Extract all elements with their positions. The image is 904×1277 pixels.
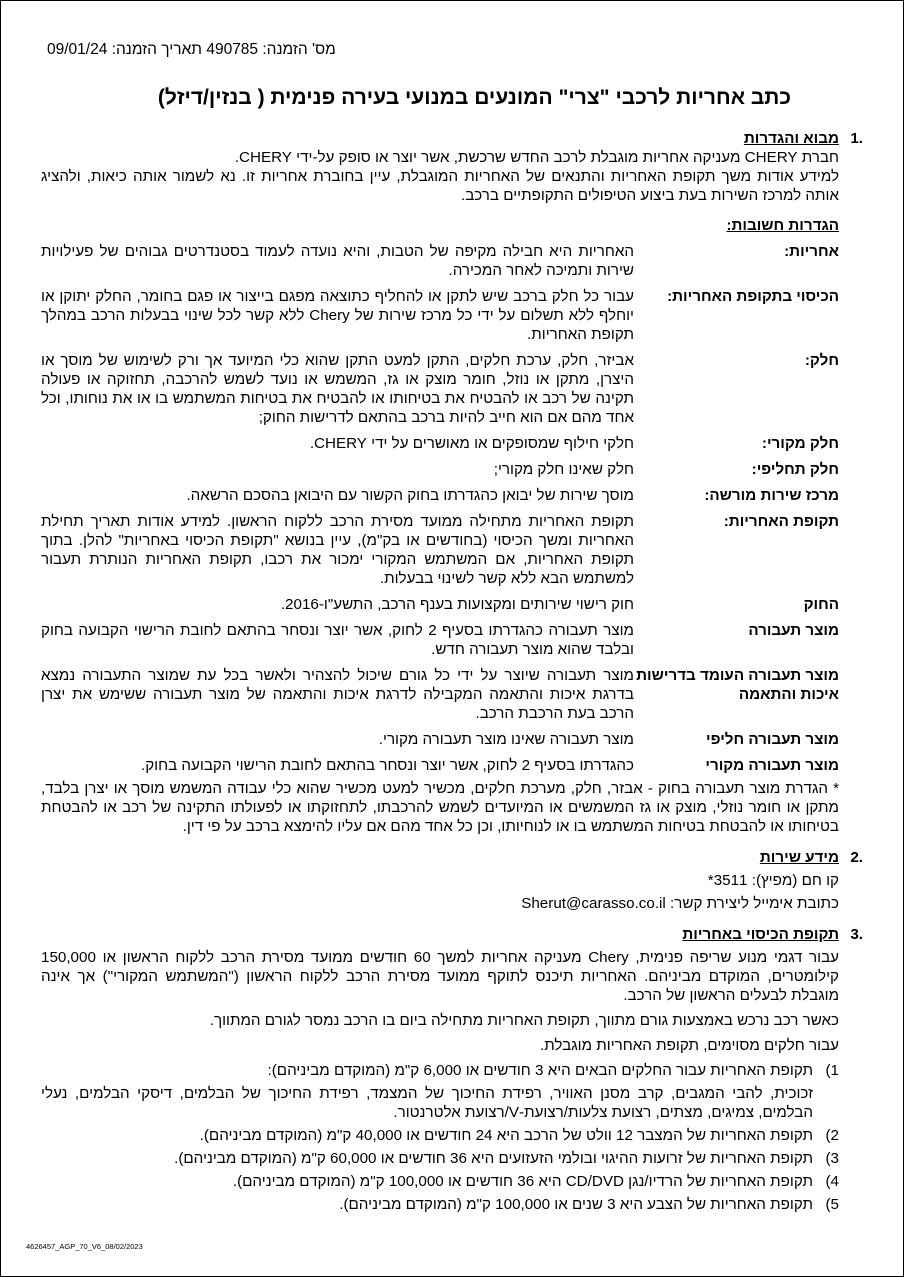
definition-term: מוצר תעבורה: [748, 622, 839, 639]
definition-text: עבור כל חלק ברכב שיש לתקן או להחליף כתוצאה מפגם בייצור או פגם בחומר, החלק יתוקן או יוחלף ללא תשלום על ידי כל מרכז שירות של Chery ללא קשר לכל שינוי בבעלות הרכב במהלך תקופת האחריות.: [41, 288, 634, 343]
section-introduction: [41, 129, 863, 148]
definition-text: תקופת האחריות מתחילה ממועד מסירת הרכב ללקוח הראשון. למידע אודות תאריך תחילת האחריות ומשך הכיסוי (בחודשים או בק"מ), עיין בנושא "תקופת הכיסוי באחריות" להלן. בתוך תקופת האחריות, אם המשתמש המקורי ימכור את רכבו, תקופת האחריות הנותרת תעבור למשתמש הבא ללא קשר לשינוי בבעלות.: [41, 513, 634, 587]
email-line: [41, 894, 839, 913]
item-text: תקופת האחריות של הצבע היא 3 שנים או 100,000 ק"מ (המוקדם מביניהם).: [339, 1196, 813, 1213]
definition-row: [41, 460, 839, 479]
definition-term: החוק: [803, 596, 839, 613]
item-text: תקופת האחריות של הרדיו/נגן CD/DVD היא 36 חודשים או 100,000 ק"מ (המוקדם מביניהם).: [232, 1173, 813, 1190]
definition-text: חלק שאינו חלק מקורי;: [493, 461, 634, 478]
section-service-info: [41, 848, 863, 867]
definition-text: חלקי חילוף שמסופקים או מאושרים על ידי CHERY.: [309, 435, 634, 452]
definition-row: [41, 666, 839, 723]
definition-row: [41, 486, 839, 505]
definition-row: [41, 287, 839, 344]
definition-footnote: * הגדרת מוצר תעבורה בחוק - אבזר, חלק, מערכת חלקים, מכשיר למעט מכשיר שהוא כלי עבודה המשמש מוסך או יצרן בלבד, מתקן או חומר נוזלי, מוצק או גז המשמשים או המיועדים לשמש להרכבתו, לתחזוקתו או לפעולתו התקינה של רכב או להבטחת בטיחותו או להבטחת בטיחות המשתמש בו או לנוחיותו, וכן כל אחד מהם אם עליו להימצא ברכב על פי דין.: [41, 780, 839, 835]
definition-term: חלק:: [804, 352, 839, 369]
definition-term: מוצר תעבורה העומד בדרישות איכות והתאמה: [636, 667, 839, 703]
definition-text: מוצר תעבורה שאינו מוצר תעבורה מקורי.: [378, 731, 634, 748]
definition-text: כהגדרתו בסעיף 2 לחוק, אשר יוצר ונסחר בהתאם לחובת הרישוי הקבועה בחוק.: [141, 757, 634, 774]
intro-paragraph: למידע אודות משך תקופת האחריות והתנאים של האחריות המוגבלת, עיין בחוברת אחריות זו. נא לשמור אותה כיאות, ולהציג אותה למרכז השירות בעת ביצוע הטיפולים התקופתיים ברכב.: [41, 168, 839, 204]
document-title: כתב אחריות לרכבי "צרי" המונעים במנועי בעירה פנימית ( בנזין/דיזל): [157, 86, 791, 109]
section-number: 2.: [850, 849, 863, 866]
coverage-paragraph: כאשר רכב נרכש באמצעות גורם מתווך, תקופת האחריות מתחילה ביום בו הרכב נמסר לגורם המתווך.: [209, 1012, 839, 1029]
section-title: תקופת הכיסוי באחריות: [682, 926, 839, 943]
item-text: תקופת האחריות של זרועות ההיגוי ובולמי הזעזועים היא 36 חודשים או 60,000 ק"מ (המוקדם מביניהם).: [174, 1150, 813, 1167]
item-number: 3): [825, 1150, 839, 1167]
item-number: 5): [825, 1196, 839, 1213]
definition-row: [41, 621, 839, 659]
definition-text: אביזר, חלק, ערכת חלקים, התקן למעט התקן שהוא כלי המיועד אך ורק לשימוש של מוסך או היצרן, מתקן או נוזל, חומר מוצק או גז, המשמש או נועד לשמש להרכבה, תחזוקה או פעולה תקינה של רכב או להבטיח את בטיחותו או להבטיח את בטיחות המשתמש בו או את נוחותו, וכל אחד מהם אם הוא חייב להיות ברכב בהתאם לדרישות החוק;: [41, 352, 634, 426]
definition-text: מוצר תעבורה שיוצר על ידי כל גורם שיכול להצהיר ולאשר בכל עת שמוצר התעבורה נמצא בדרגת איכות והתאמה המקבילה לדרגת איכות והתאמה של מוצר תעבורה ששימש את יצרן הרכב בעת הרכבת הרכב.: [41, 667, 634, 722]
coverage-paragraph: עבור דגמי מנוע שריפה פנימית, Chery מעניקה אחריות למשך 60 חודשים ממועד מסירת הרכב ללקוח הראשון או 150,000 קילומטרים, המוקדם מביניהם. האחריות תיכנס לתוקף ממועד מסירת הרכב ללקוח הראשון ("המשתמש המקורי") אך אינה מוגבלת לבעלים הראשון של הרכב.: [41, 949, 840, 1004]
document-body: [41, 129, 863, 1214]
coverage-paragraph: עבור חלקים מסוימים, תקופת האחריות מוגבלת.: [540, 1037, 839, 1054]
email-link[interactable]: Sherut@carasso.co.il: [521, 895, 666, 912]
document-code: 4626457_AGP_70_V6_08/02/2023: [26, 1242, 143, 1251]
item-detail: זכוכית, להבי המגבים, קרב מסנן האוויר, רפידת החיכוך של המצמד, רפידת החיכוך של הבלמים, דיסקי הבלמים, נעלי הבלמים, צמיגים, מצתים, רצועת צלעות/רצועת-V/רצועת אלטרנטור.: [41, 1085, 813, 1121]
definition-term: אחריות:: [784, 243, 839, 260]
definition-row: [41, 351, 839, 427]
intro-paragraph: חברת CHERY מעניקה אחריות מוגבלת לרכב החדש שרכשת, אשר יוצר או סופק על-ידי CHERY.: [234, 149, 839, 166]
definition-term: מוצר תעבורה מקורי: [705, 757, 839, 774]
section-number: 3.: [850, 926, 863, 943]
definition-row: [41, 595, 839, 614]
definition-text: חוק רישוי שירותים ומקצועות בענף הרכב, התשע"ו-2016.: [280, 596, 634, 613]
definition-term: חלק תחליפי:: [751, 461, 839, 478]
definition-row: [41, 242, 839, 280]
item-number: 1): [825, 1062, 839, 1079]
definition-row: [41, 756, 839, 775]
section-title: מידע שירות: [759, 849, 839, 866]
definition-row: [41, 730, 839, 749]
definitions-heading: הגדרות חשובות:: [726, 217, 839, 234]
item-text: תקופת האחריות של המצבר 12 וולט של הרכב היא 24 חודשים או 40,000 ק"מ (המוקדם מביניהם).: [199, 1127, 813, 1144]
order-label: מס' הזמנה:: [262, 41, 336, 58]
coverage-item: [41, 1149, 839, 1168]
coverage-item: [41, 1126, 839, 1145]
section-title: מבוא והגדרות: [743, 130, 839, 147]
definition-term: מרכז שירות מורשה:: [704, 487, 839, 504]
definition-text: האחריות היא חבילה מקיפה של הטבות, והיא נועדה לעמוד בסטנדרטים גבוהים של פעילויות שירות ותמיכה לאחר המכירה.: [41, 243, 634, 279]
coverage-item: [41, 1061, 839, 1122]
definition-term: מוצר תעבורה חליפי: [706, 731, 839, 748]
section-warranty-coverage: [41, 925, 863, 944]
order-date: 09/01/24: [47, 41, 108, 58]
hotline-text: קו חם (מפיץ): 3511*: [707, 872, 839, 889]
coverage-item: [41, 1195, 839, 1214]
definition-text: מוצר תעבורה כהגדרתו בסעיף 2 לחוק, אשר יוצר ונסחר בהתאם לחובת הרישוי הקבועה בחוק ובלבד שהוא מוצר תעבורה חדש.: [41, 622, 634, 658]
order-info-line: [47, 41, 336, 59]
item-number: 2): [825, 1127, 839, 1144]
definition-term: תקופת האחריות:: [723, 513, 839, 530]
definition-row: [41, 434, 839, 453]
definition-term: הכיסוי בתקופת האחריות:: [667, 288, 839, 305]
order-date-label: תאריך הזמנה:: [111, 41, 203, 58]
coverage-item: [41, 1172, 839, 1191]
definition-term: חלק מקורי:: [761, 435, 839, 452]
email-label: כתובת אימייל ליצירת קשר:: [670, 895, 839, 912]
definition-row: [41, 512, 839, 588]
section-number: 1.: [850, 130, 863, 147]
definition-text: מוסך שירות של יבואן כהגדרתו בחוק הקשור עם היבואן בהסכם הרשאה.: [186, 487, 634, 504]
item-number: 4): [825, 1173, 839, 1190]
item-text: תקופת האחריות עבור החלקים הבאים היא 3 חודשים או 6,000 ק"מ (המוקדם מביניהם):: [267, 1062, 813, 1079]
order-number: 490785: [206, 41, 259, 58]
